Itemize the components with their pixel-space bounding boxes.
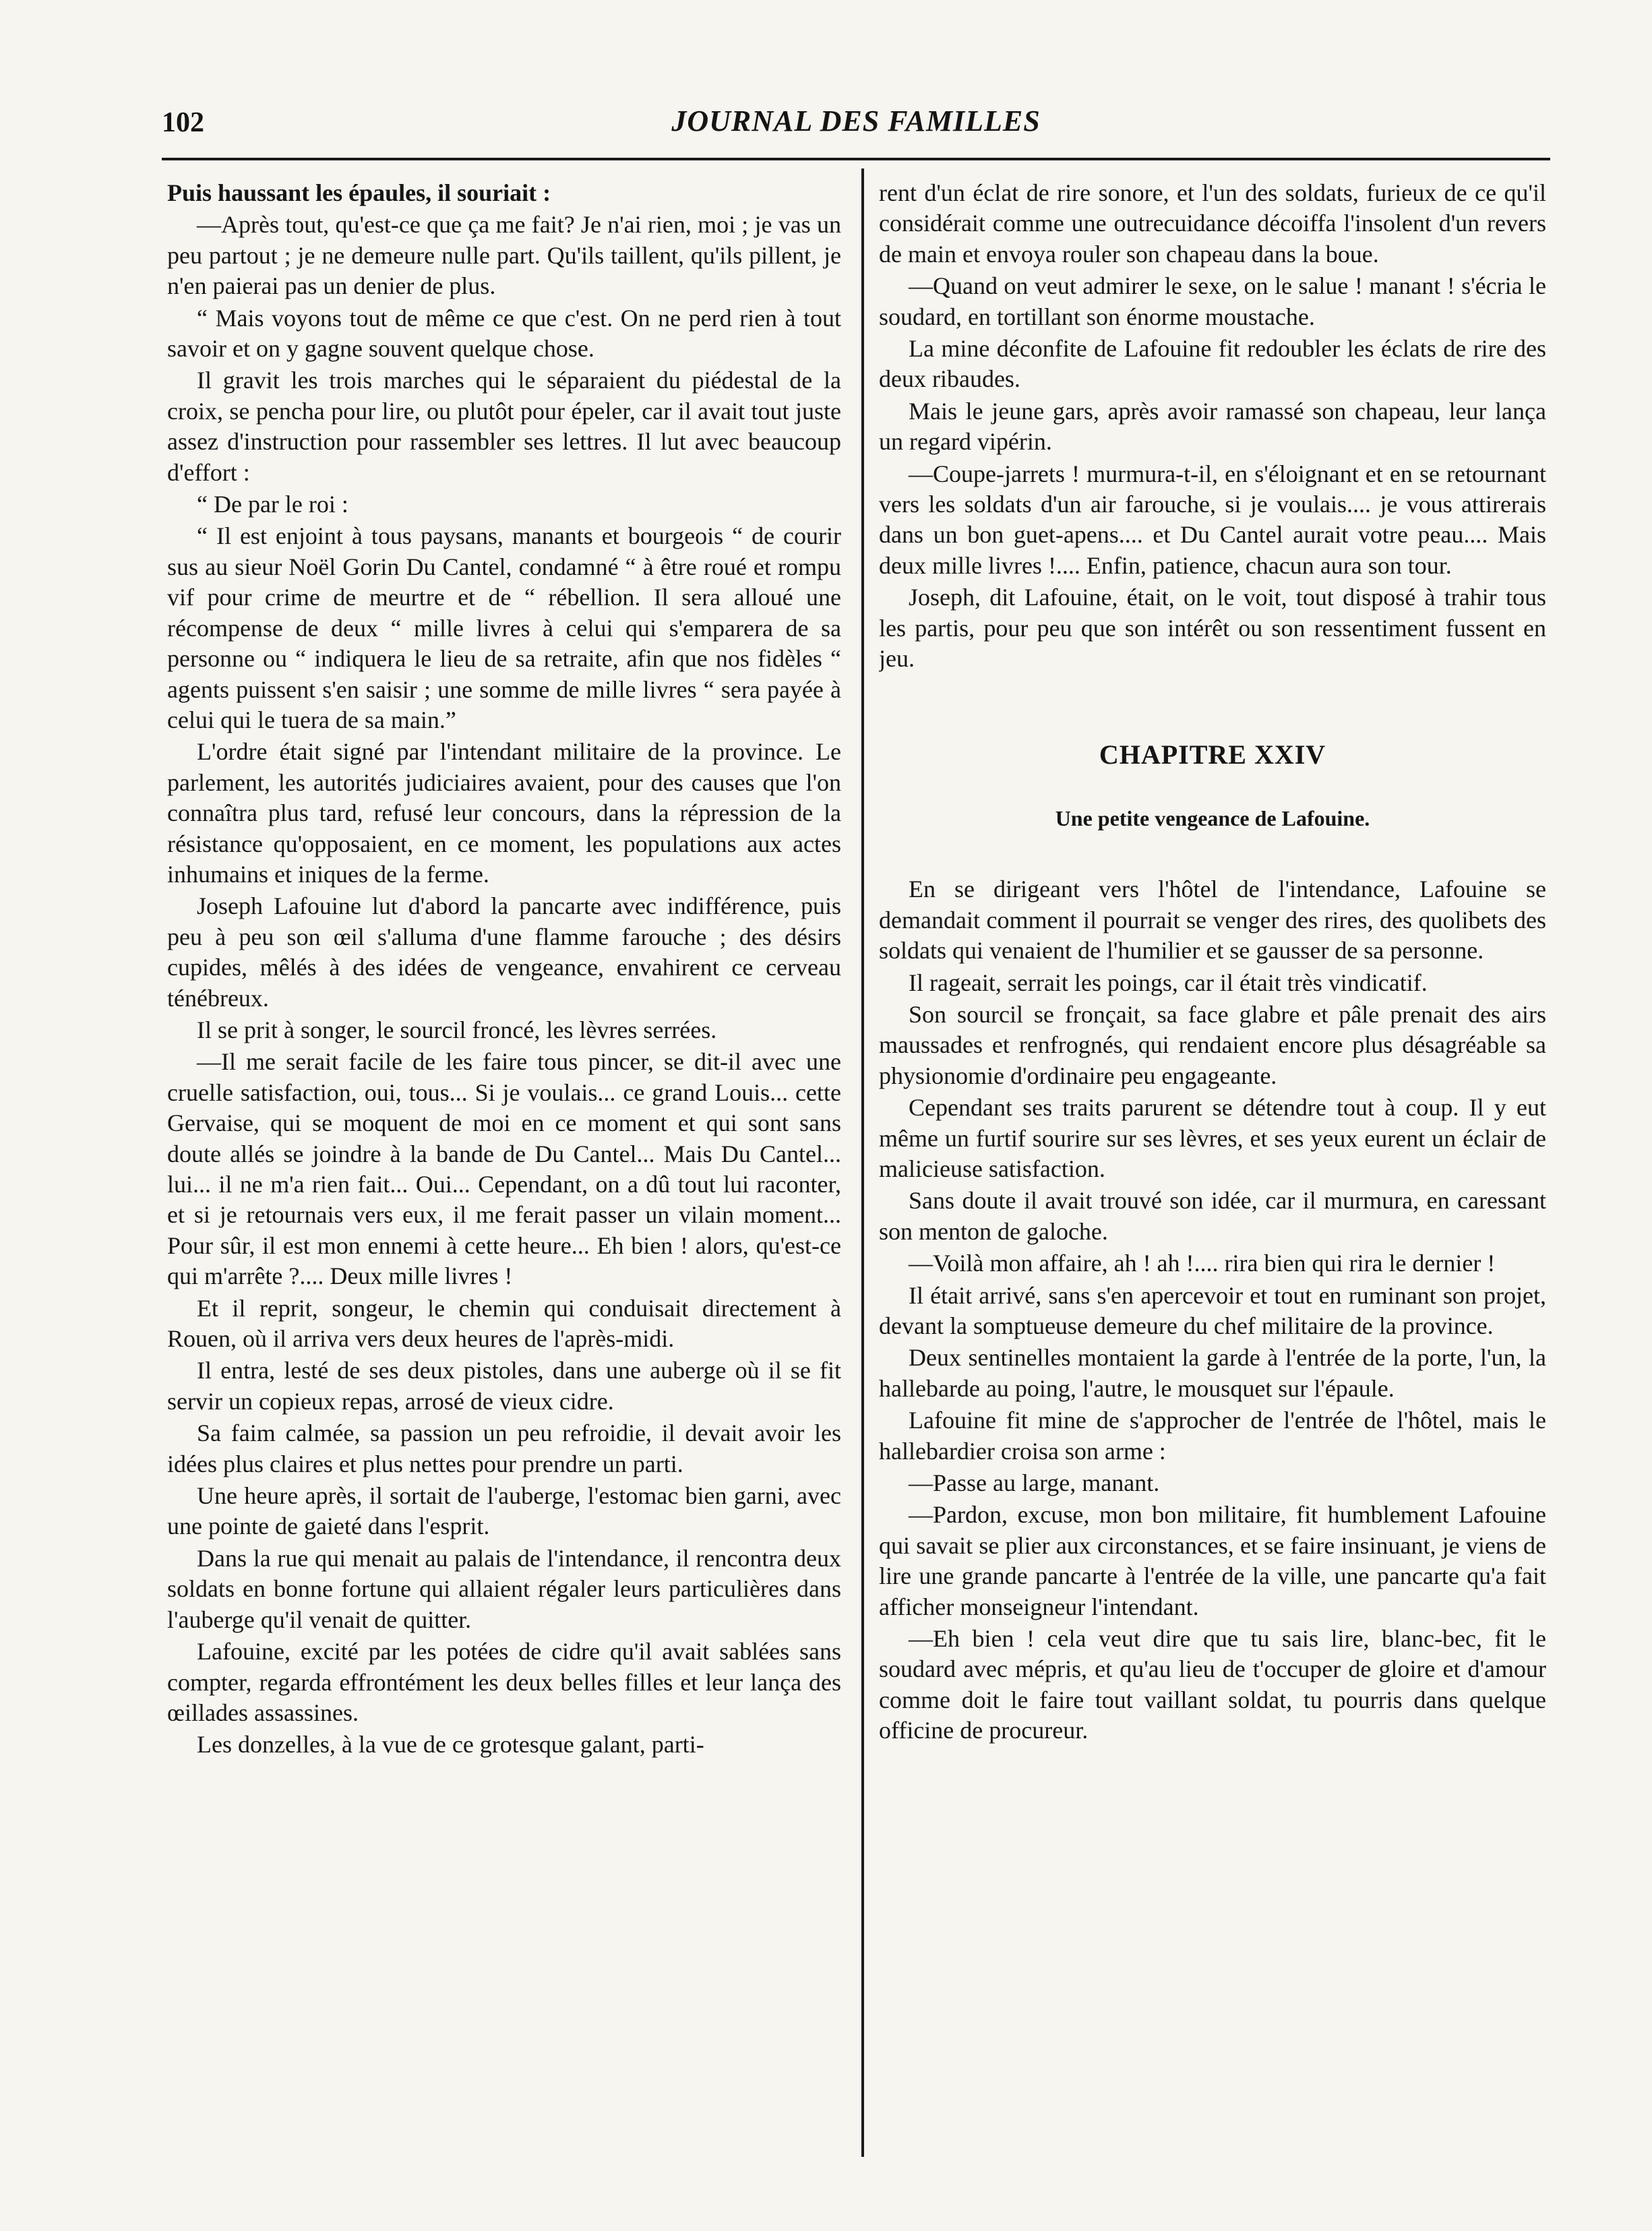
paragraph: —Il me serait facile de les faire tous pincer, se dit-il avec une cruelle satisfaction, oui, tous... Si je voulais... ce grand Louis... cette Gervaise, qui se moquent de moi en ce moment et qui sont sans doute allés se joindre à la bande de Du Cantel... Mais Du Cantel... lui... il ne m'a rien fait... Oui... Cependant, on a dû tout lui raconter, et si je retournais vers eux, il me ferait passer un vilain moment... Pour sûr, il est mon ennemi à cette heure... Eh bien ! alors, qu'est-ce qui m'arrête ?.... Deux mille livres ! — [167, 1048, 841, 1290]
paragraph: —Pardon, excuse, mon bon militaire, fit humblement Lafouine qui savait se plier aux circonstances, et se faire insinuant, je viens de lire une grande pancarte à l'entrée de la ville, une pancarte qu'a fait afficher monseigneur l'intendant. — [879, 1501, 1546, 1620]
chapter-title: CHAPITRE XXIV — [1099, 739, 1326, 770]
chapter-subtitle: Une petite vengeance de Lafouine. — [1055, 805, 1370, 830]
paragraph: La mine déconfite de Lafouine fit redoubler les éclats de rire des deux ribaudes. — [879, 335, 1546, 393]
paragraph: En se dirigeant vers l'hôtel de l'intendance, Lafouine se demandait comment il pourrait se venger des rires, des quolibets des soldats qui venaient de l'humilier et se gausser de sa personne. — [879, 876, 1546, 965]
page-number: 102 — [162, 107, 204, 138]
right-column — [879, 178, 1546, 2173]
paragraph: —Passe au large, manant. — [909, 1469, 1160, 1497]
column-divider — [861, 169, 864, 2157]
running-head — [162, 101, 1550, 148]
ordinance-line: “ De par le roi : — [197, 491, 348, 518]
paragraph: —Quand on veut admirer le sexe, on le salue ! manant ! s'écria le soudard, en tortillant son énorme moustache. — [879, 272, 1546, 330]
paragraph: Dans la rue qui menait au palais de l'intendance, il rencontra deux soldats en bonne fortune qui allaient régaler leurs particulières dans l'auberge qu'il venait de quitter. — [167, 1544, 841, 1633]
paragraph: Lafouine fit mine de s'approcher de l'entrée de l'hôtel, mais le hallebardier croisa son arme : — [879, 1407, 1546, 1465]
paragraph: Sans doute il avait trouvé son idée, car il murmura, en caressant son menton de galoche. — [879, 1187, 1546, 1245]
paragraph: Mais le jeune gars, après avoir ramassé son chapeau, leur lança un regard vipérin. — [879, 397, 1546, 456]
header-rule — [162, 158, 1550, 160]
paragraph: Et il reprit, songeur, le chemin qui conduisait directement à Rouen, où il arriva vers deux heures de l'après-midi. — [167, 1294, 841, 1353]
paragraph: Il était arrivé, sans s'en apercevoir et tout en ruminant son projet, devant la somptueuse demeure du chef militaire de la province. — [879, 1281, 1546, 1339]
paragraph: Son sourcil se fronçait, sa face glabre et pâle prenait des airs maussades et renfrognés, qui rendaient encore plus désagréable sa physionomie d'ordinaire peu engageante. — [879, 1000, 1546, 1089]
ordinance-text: “ Il est enjoint à tous paysans, manants et bourgeois “ de courir sus au sieur Noël Gorin Du Cantel, condamné “ à être roué et rompu vif pour crime de meurtre et de “ rébellion. Il sera alloué une récompense de deux “ mille livres à celui qui s'emparera de sa personne ou “ indiquera le lieu de sa retraite, afin que nos fidèles “ agents puissent s'en saisir ; une somme de mille livres “ sera payée à celui qui le tuera de sa main.” — [167, 522, 841, 733]
paragraph: Cependant ses traits parurent se détendre tout à coup. Il y eut même un furtif sourire sur ses lèvres, et ses yeux eurent un éclair de malicieuse satisfaction. — [879, 1094, 1546, 1182]
paragraph: Il se prit à songer, le sourcil froncé, les lèvres serrées. — [197, 1016, 717, 1043]
paragraph: Joseph Lafouine lut d'abord la pancarte avec indifférence, puis peu à peu son œil s'alluma d'une flamme farouche ; des désirs cupides, mêlés à des idées de vengeance, envahirent ce cerveau ténébreux. — [167, 892, 841, 1012]
paragraph: Joseph, dit Lafouine, était, on le voit, tout disposé à trahir tous les partis, pour peu que son intérêt ou son ressentiment fussent en jeu. — [879, 584, 1546, 673]
paragraph: Deux sentinelles montaient la garde à l'entrée de la porte, l'un, la hallebarde au poing, l'autre, le mousquet sur l'épaule. — [879, 1344, 1546, 1402]
paragraph: Puis haussant les épaules, il souriait : — [167, 179, 551, 206]
paragraph: Il entra, lesté de ses deux pistoles, dans une auberge où il se fit servir un copieux repas, arrosé de vieux cidre. — [167, 1357, 841, 1415]
paragraph: —Eh bien ! cela veut dire que tu sais lire, blanc-bec, fit le soudard avec mépris, et qu'au lieu de t'occuper de gloire et d'amour comme doit le faire tout vaillant soldat, tu pourris dans quelque officine de procureur. — [879, 1625, 1546, 1744]
paragraph: “ Mais voyons tout de même ce que c'est. On ne perd rien à tout savoir et on y gagne souvent quelque chose. — [167, 304, 841, 363]
paragraph: Sa faim calmée, sa passion un peu refroidie, il devait avoir les idées plus claires et plus nettes pour prendre un parti. — [167, 1419, 841, 1477]
paragraph: L'ordre était signé par l'intendant militaire de la province. Le parlement, les autorités judiciaires avaient, pour des causes que l'on connaîtra plus tard, refusé leur concours, dans la répression de la résistance qu'opposaient, en ce moment, les populations aux actes inhumains et iniques de la ferme. — [167, 738, 841, 888]
paragraph: Il rageait, serrait les poings, car il était très vindicatif. — [909, 969, 1428, 996]
journal-title: JOURNAL DES FAMILLES — [671, 104, 1041, 137]
paragraph: —Voilà mon affaire, ah ! ah !.... rira bien qui rira le dernier ! — [909, 1250, 1496, 1277]
paragraph: rent d'un éclat de rire sonore, et l'un des soldats, furieux de ce qu'il considérait comme une outrecuidance décoiffa l'insolent d'un revers de main et envoya rouler son chapeau dans la boue. — [879, 179, 1546, 268]
left-column — [167, 178, 841, 2173]
paragraph: Il gravit les trois marches qui le séparaient du piédestal de la croix, se pencha pour lire, ou plutôt pour épeler, car il avait tout juste assez d'instruction pour rassembler ses lettres. Il lut avec beaucoup d'effort : — [167, 367, 841, 486]
paragraph: Lafouine, excité par les potées de cidre qu'il avait sablées sans compter, regarda effrontément les deux belles filles et leur lança des œillades assassines. — [167, 1638, 841, 1726]
paragraph: Les donzelles, à la vue de ce grotesque galant, parti- — [197, 1731, 704, 1759]
paragraph: Une heure après, il sortait de l'auberge, l'estomac bien garni, avec une pointe de gaieté dans l'esprit. — [167, 1482, 841, 1540]
paragraph: —Coupe-jarrets ! murmura-t-il, en s'éloignant et en se retournant vers les soldats d'un air farouche, si je voulais.... je vous attirerais dans un bon guet-apens.... et Du Cantel aurait votre peau.... Mais deux mille livres !.... Enfin, patience, chacun aura son tour. — [879, 460, 1546, 579]
paragraph: —Après tout, qu'est-ce que ça me fait? Je n'ai rien, moi ; je vas un peu partout ; je ne demeure nulle part. Qu'ils taillent, qu'ils pillent, je n'en paierai pas un denier de plus. — [167, 211, 841, 300]
